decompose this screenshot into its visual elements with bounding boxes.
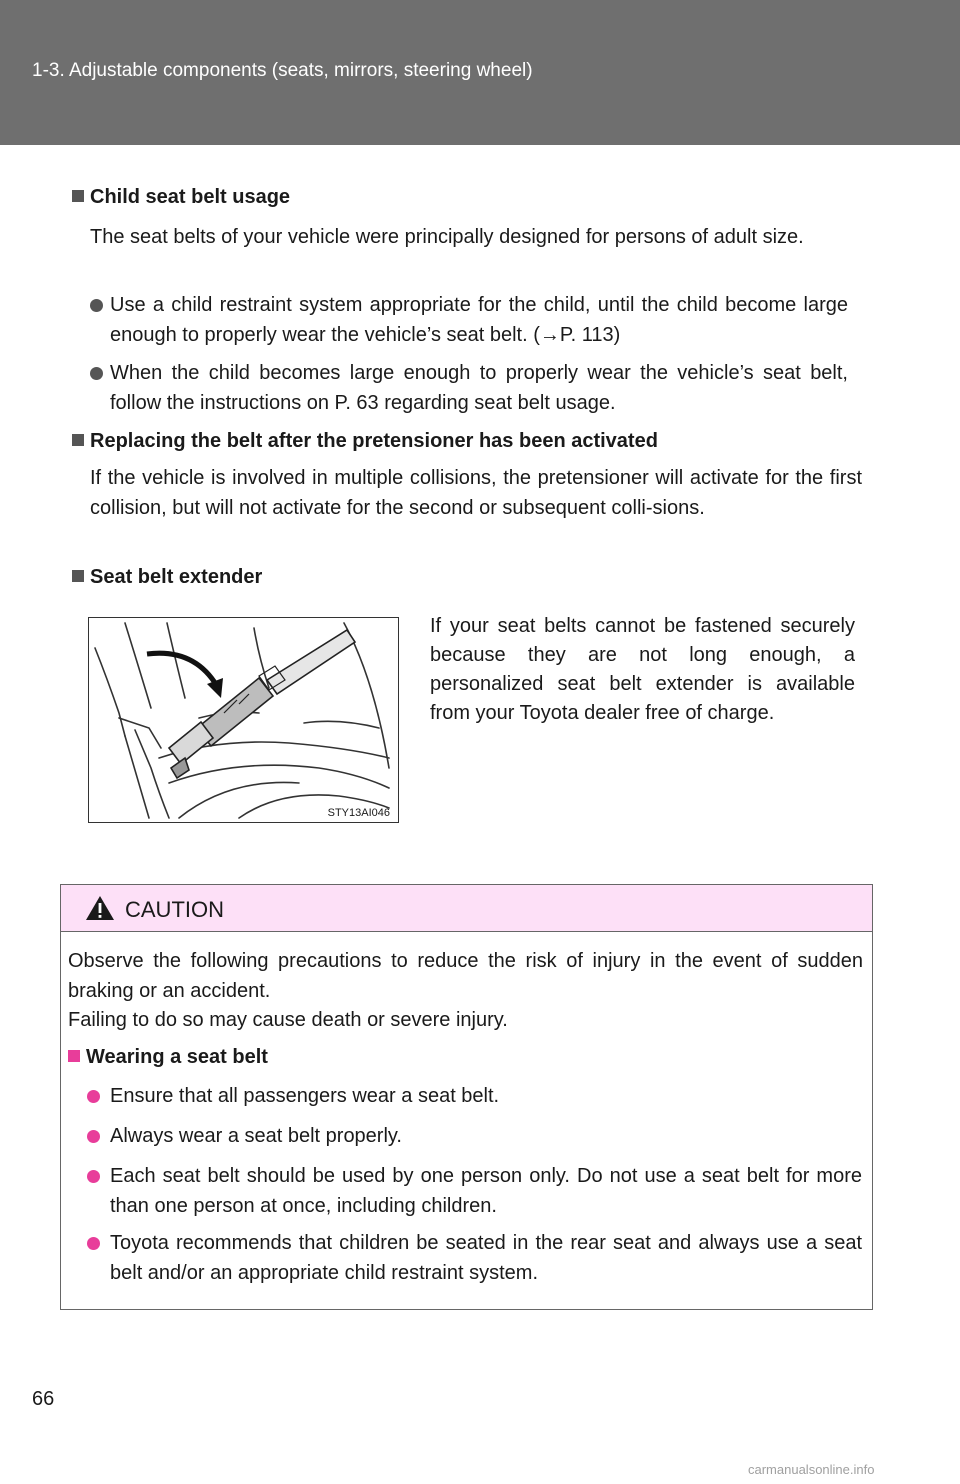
section-heading-child-seat-belt: Child seat belt usage (72, 186, 290, 209)
seat-belt-extender-body: If your seat belts cannot be fastened securely because they are not long enough, a personalized seat belt extender is available from your Toyota dealer free of charge. (430, 615, 855, 724)
list-item: Each seat belt should be used by one person only. Do not use a seat belt for more than one person at once, including children. (110, 1165, 862, 1217)
page-number: 66 (32, 1388, 55, 1410)
bullet-dot-icon (87, 1170, 100, 1183)
seat-belt-extender-illustration (88, 617, 399, 823)
pretensioner-body: If the vehicle is involved in multiple collisions, the pretensioner will activate for the first collision, but will not activate for the second or subsequent colli-sions. (90, 467, 862, 519)
list-item: When the child becomes large enough to properly wear the vehicle’s seat belt, follow the instructions on P. 63 regarding seat belt usage. (110, 362, 848, 414)
bullet-dot-icon (87, 1237, 100, 1250)
list-item: Always wear a seat belt properly. (110, 1125, 402, 1147)
square-bullet-icon (72, 434, 84, 446)
warning-triangle-icon (85, 895, 115, 921)
caution-title: CAUTION (125, 897, 224, 922)
bullet-dot-icon (87, 1090, 100, 1103)
caution-intro: Observe the following precautions to reduce the risk of injury in the event of sudden braking or an accident. (68, 950, 863, 1002)
bullet-dot-icon (90, 367, 103, 380)
watermark: carmanualsonline.info (748, 1462, 875, 1477)
page-header (0, 0, 960, 145)
bullet-dot-icon (87, 1130, 100, 1143)
bullet-dot-icon (90, 299, 103, 312)
figure-code: STY13AI046 (327, 807, 390, 819)
seat-belt-illustration-icon (89, 618, 397, 821)
list-item: Toyota recommends that children be seated in the rear seat and always use a seat belt and/or an appropriate child restraint system. (110, 1232, 862, 1284)
list-item: Ensure that all passengers wear a seat belt. (110, 1085, 500, 1107)
section-heading-seat-belt-extender: Seat belt extender (72, 566, 262, 589)
caution-subheading: Wearing a seat belt (68, 1046, 268, 1069)
child-seat-belt-intro: The seat belts of your vehicle were principally designed for persons of adult size. (90, 226, 804, 248)
caution-intro-2: Failing to do so may cause death or severe injury. (68, 1009, 508, 1031)
list-item: Use a child restraint system appropriate for the child, until the child become large enough to properly wear the vehicle’s seat belt. (→P. 113) (110, 294, 848, 346)
section-heading-pretensioner: Replacing the belt after the pretensioner has been activated (72, 430, 658, 453)
caution-header (61, 885, 872, 932)
square-bullet-icon (72, 570, 84, 582)
square-bullet-icon (72, 190, 84, 202)
header-title: 1-3. Adjustable components (seats, mirrors, steering wheel) (32, 60, 533, 81)
square-bullet-icon (68, 1050, 80, 1062)
